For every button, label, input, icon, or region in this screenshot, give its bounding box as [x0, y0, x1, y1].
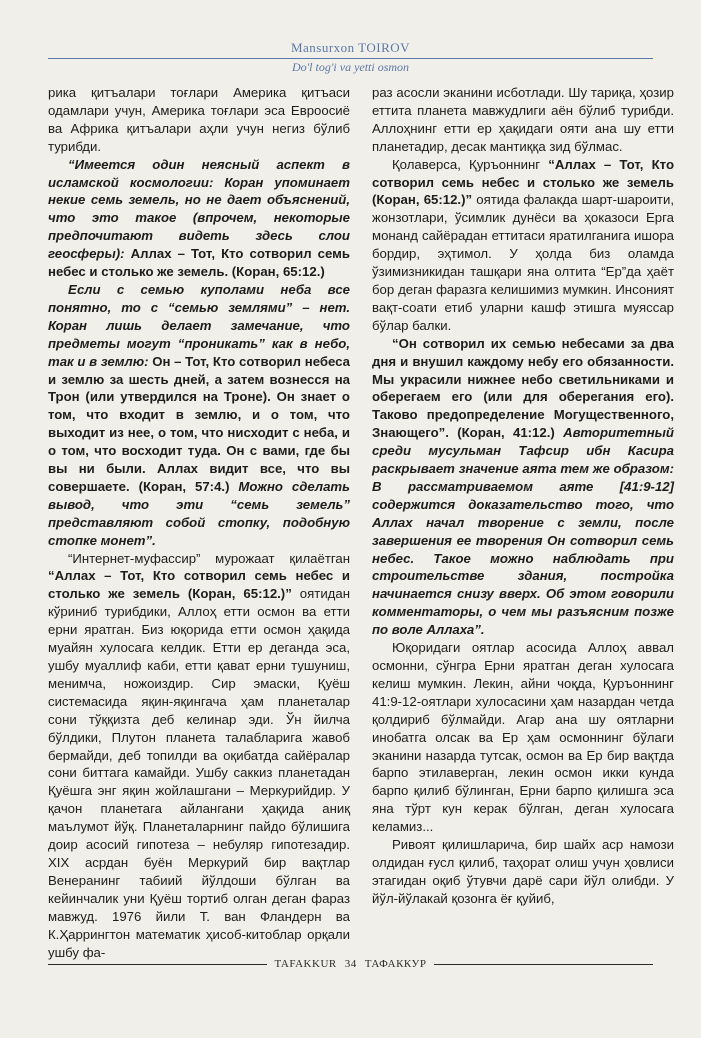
footer-rule-right — [434, 964, 653, 965]
paragraph — [372, 156, 674, 335]
text-run: Если с семью куполами неба все понятно, то с “семью землями” – нет. Коран лишь делает замечание, что предметы могут “проникать” как в небо, так и в землю: — [48, 281, 350, 369]
text-run: рика қитъалари тоғлари Америка қитъаси одамлари учун, Америка тоғлари эса Евроосиё ва Африка қитъалари аҳли учун негиз бўлиб турибди. — [48, 85, 350, 154]
paragraph — [372, 84, 674, 156]
paragraph — [48, 281, 350, 550]
paragraph — [372, 639, 674, 836]
footer-magazine-cyrillic: ТАФАККУР — [364, 958, 427, 970]
text-run: Он – Тот, Кто сотворил небеса и землю за шесть дней, а затем вознесся на Трон (или утвердился на Троне). Он знает о том, что входит в землю, и о том, что выходит из нее, о том, что нисходит с неба, и о том, что восходит туда. Он с вами, где бы вы ни были. Аллах видит все, что вы совершаете. (Коран, 57:4.) — [48, 353, 350, 494]
text-run: Аллах – Тот, Кто сотворил семь небес и столько же земель. (Коран, 65:12.) — [48, 246, 350, 280]
text-run: Юқоридаги оятлар асосида Аллоҳ аввал осмонни, сўнгра Ерни яратган деган хулосага келиш мумкин. Лекин, айни чоқда, Қуръоннинг 41:9-12-оятлари хулосасини ҳам назардан четда қолдириб бўлмайди. Агар ана шу оятларни инобатга олсак ва Ер ҳам осмоннинг бўлаги эканини назарда тутсак, осмон ва Ер бир вақтда барпо этилаверган, лекин осмон икки кунда барпо қилиб бўлинган, Ерни барпо қилишга эса яна тўрт кун керак бўлган, деган хулосага келамиз... — [372, 640, 674, 835]
text-run: Қолаверса, Қуръоннинг — [392, 156, 549, 172]
header-author: Mansurxon TOIROV — [290, 40, 411, 55]
text-run: “Аллах – Тот, Кто сотворил семь небес и столько же земель (Коран, 65:12.)” — [48, 568, 350, 602]
running-header — [48, 40, 653, 75]
text-run: оятидан кўриниб турибдики, Аллоҳ етти осмон ва етти ерни яратган. Биз юқорида етти осмон ҳақида муайян хулосага келдик. Етти ер деганда эса, ушбу муаллиф каби, етти қават ерни тушуниш, менимча, ножоиздир. Сир эмаски, Қуёш системасида яқин-яқингача ҳам планеталар сони тўққизта деб келинар эди. Ўн йилча бўлдики, Плутон планета талабларига жавоб бермайди, деб топилди ва оқибатда сайёралар сони биттага камайди. Ушбу саккиз планетадан Қуёшга энг яқин жойлашгани – Меркурийдир. У қачон планетага айлангани ҳақида аниқ маълумот йўқ. Планеталарнинг пайдо бўлишига доир асосий гипотеза – небуляр гипотезадир. XIX асрдан буён Меркурий бир вақтлар Венеранинг табиий йўлдоши бўлган ва кейинчалик уни Қуёш тортиб олган деган фараз мавжуд. 1976 йили Т. ван Фландерн ва К.Ҳаррингтон математик ҳисоб-китоблар орқали ушбу фа- — [48, 586, 350, 960]
text-run: оятида фалакда шарт-шароити, жонзотлари, ўсимлик дунёси ва ҳоказоси Ерга монанд сайёрадан еттитаси яратилганига ишора бордир, эҳтимол. У ҳолда биз оламда ўзимизникидан ташқари яна олтита “Ер”да ҳаёт бор деган фаразга келишимиз мумкин. Инсоният вақт-соати етиб уларни кашф этишга муяссар бўлар балки. — [372, 192, 674, 333]
text-run: “Имеется один неясный аспект в исламской космологии: Коран упоминает некие семь земель, но не дает объяснений, что это такое (впрочем, некоторые предпочитают видеть здесь слои геосферы): — [48, 156, 350, 262]
text-run: “Аллах – Тот, Кто сотворил семь небес и столько же земель (Коран, 65:12.)” — [372, 156, 675, 208]
footer-rule-left — [48, 964, 267, 965]
page-number: 34 — [344, 958, 357, 970]
paragraph — [372, 836, 674, 908]
page-footer — [48, 958, 653, 970]
text-run: Авторитетный среди мусульман Тафсир ибн Касира раскрывает значение аята тем же образом: В рассматриваемом аяте [41:9-12] содержится доказательство того, что Аллах начал творение с земли, после завершения ее творения Он сотворил семь небес. Такое можно наблюдать при строительстве здания, постройка начинается снизу вверх. Об этом говорили комментаторы, о чем мы разъясним позже по воле Аллаха”. — [372, 425, 674, 638]
footer-magazine-latin: TAFAKKUR — [274, 958, 337, 970]
text-run: раз асосли эканини исботлади. Шу тариқа, ҳозир еттита планета мавжудлиги аён бўлиб турибди. Аллоҳнинг етти ер ҳақидаги ояти ана шу етти планетадир, десак мантиққа зид бўлмас. — [372, 85, 674, 154]
text-run: Ривоят қилишларича, бир шайх аср намози олдидан ғусл қилиб, таҳорат олиш учун ҳовлиси этагидан оқиб ўтувчи дарё сари йўл олибди. У йўл-йўлакай қозонга ёғ қуйиб, — [372, 837, 674, 906]
text-run: “Он сотворил их семью небесами за два дня и внушил каждому небу его обязанности. Мы украсили нижнее небо светильниками и оберегаем его (или для оберегания его). Таково предопределение Могущественного, Знающего”. (Коран, 41:12.) — [372, 335, 674, 441]
header-article-title: Do'l tog'i va yetti osmon — [291, 60, 410, 74]
text-run: Можно сделать вывод, что эти “семь земель” представляют собой стопку, подобную стопке монет”. — [48, 478, 350, 548]
right-column — [372, 84, 674, 908]
text-run: “Интернет-муфассир” мурожаат қилаётган — [68, 550, 350, 566]
paragraph — [372, 335, 674, 639]
paragraph — [48, 156, 350, 281]
header-rule — [48, 58, 653, 59]
left-column — [48, 84, 350, 961]
paragraph — [48, 550, 350, 962]
paragraph — [48, 84, 350, 156]
